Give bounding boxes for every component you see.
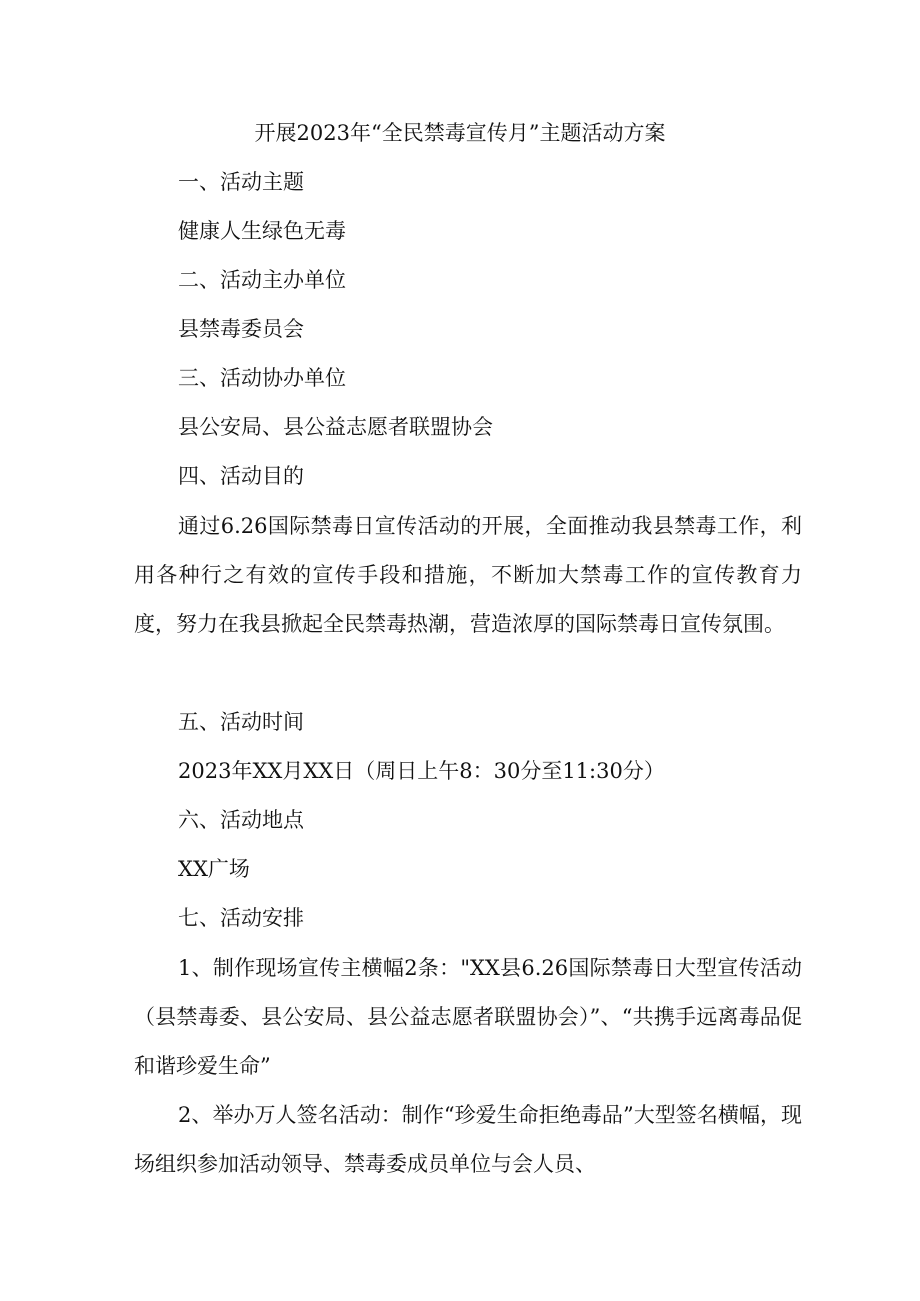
theme-text: 健康人生绿色无毒 (178, 219, 346, 243)
time-text: 2023年XX月XX日（周日上午8：30分至11:30分） (178, 759, 665, 783)
document-title: 开展2023年“全民禁毒宣传月”主题活动方案 (254, 121, 666, 145)
heading-purpose: 四、活动目的 (178, 464, 304, 488)
heading-co-organizer: 三、活动协办单位 (178, 366, 346, 390)
heading-arrangement: 七、活动安排 (178, 906, 304, 930)
organizer-text: 县禁毒委员会 (178, 317, 304, 341)
location-text: XX广场 (178, 857, 250, 881)
heading-location: 六、活动地点 (178, 808, 304, 832)
heading-organizer: 二、活动主办单位 (178, 268, 346, 292)
heading-theme: 一、活动主题 (178, 170, 304, 194)
purpose-paragraph: 通过6.26国际禁毒日宣传活动的开展，全面推动我县禁毒工作，利用各种行之有效的宣传手段和措施，不断加大禁毒工作的宣传教育力度，努力在我县掀起全民禁毒热潮，营造浓厚的国际禁毒日宣传氛围。 (134, 514, 802, 636)
arrangement-item-2: 2、举办万人签名活动：制作“珍爱生命拒绝毒品”大型签名横幅，现场组织参加活动领导、禁毒委成员单位与会人员、 (134, 1103, 802, 1176)
heading-time: 五、活动时间 (178, 710, 304, 734)
arrangement-item-1: 1、制作现场宣传主横幅2条："XX县6.26国际禁毒日大型宣传活动（县禁毒委、县公安局、县公益志愿者联盟协会）”、“共携手远离毒品促和谐珍爱生命” (134, 956, 802, 1078)
co-organizer-text: 县公安局、县公益志愿者联盟协会 (178, 415, 493, 439)
